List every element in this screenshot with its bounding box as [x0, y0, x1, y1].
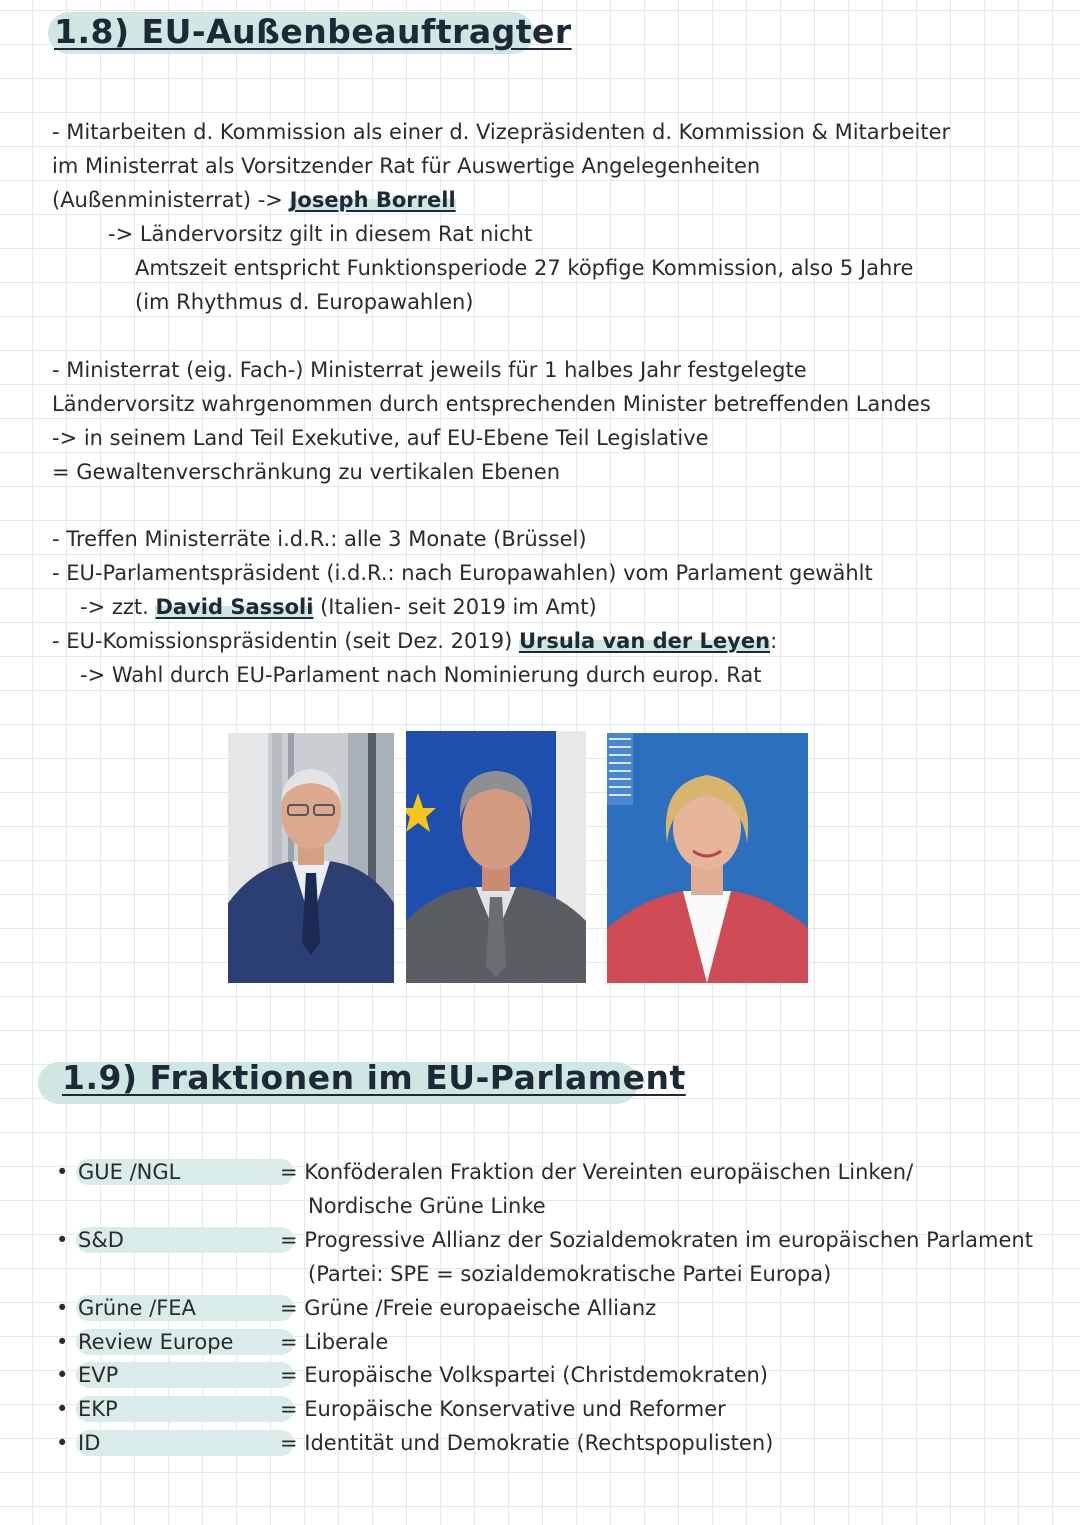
text-line: -> Wahl durch EU-Parlament nach Nominierung durch europ. Rat	[80, 663, 762, 687]
text-line: Ländervorsitz wahrgenommen durch entsprechenden Minister betreffenden Landes	[52, 392, 931, 416]
abbr-highlight	[76, 1430, 294, 1456]
list-item	[56, 1223, 1033, 1286]
party-abbr: ID	[78, 1431, 101, 1455]
text-line	[52, 183, 456, 217]
bullet: •	[56, 1330, 69, 1354]
list-item	[56, 1426, 774, 1460]
photo-von-der-leyen	[607, 733, 808, 983]
party-definition-cont: Nordische Grüne Linke	[308, 1194, 546, 1218]
text-fragment: :	[770, 629, 778, 653]
heading-text: 1.9) Fraktionen im EU-Parlament	[62, 1058, 686, 1097]
text-line: = Gewaltenverschränkung zu vertikalen Ebenen	[52, 460, 561, 484]
heading-text: 1.8) EU-Außenbeauftragter	[54, 12, 572, 51]
list-item	[56, 1358, 768, 1392]
party-abbr: Grüne /FEA	[78, 1296, 196, 1320]
list-item	[56, 1291, 657, 1325]
text-fragment: (Italien- seit 2019 im Amt)	[313, 595, 597, 619]
party-definition: = Progressive Allianz der Sozialdemokraten im europäischen Parlament	[280, 1228, 1033, 1252]
text-line	[80, 590, 597, 624]
list-item	[56, 1155, 914, 1218]
section-heading-1-9	[38, 1058, 686, 1097]
party-abbr: GUE /NGL	[78, 1160, 181, 1184]
photo-borrell	[228, 733, 394, 983]
party-abbr: EKP	[78, 1397, 118, 1421]
text-line: im Ministerrat als Vorsitzender Rat für Auswertige Angelegenheiten	[52, 154, 761, 178]
text-line: - Mitarbeiten d. Kommission als einer d. Vizepräsidenten d. Kommission & Mitarbeiter	[52, 120, 951, 144]
text-line: -> in seinem Land Teil Exekutive, auf EU-Ebene Teil Legislative	[52, 426, 709, 450]
text-line: - Ministerrat (eig. Fach-) Ministerrat jeweils für 1 halbes Jahr festgelegte	[52, 358, 807, 382]
text-line: - EU-Parlamentspräsident (i.d.R.: nach Europawahlen) vom Parlament gewählt	[52, 561, 873, 585]
text-line	[52, 624, 777, 658]
text-line: -> Ländervorsitz gilt in diesem Rat nicht	[108, 222, 533, 246]
list-item	[56, 1392, 726, 1426]
party-definition: = Liberale	[280, 1330, 389, 1354]
party-abbr: Review Europe	[78, 1330, 234, 1354]
party-abbr: EVP	[78, 1363, 119, 1387]
photo-sassoli	[406, 731, 586, 983]
section-heading-1-8	[40, 12, 572, 51]
bullet: •	[56, 1431, 69, 1455]
person-name-sassoli: David Sassoli	[155, 595, 314, 619]
bullet: •	[56, 1363, 69, 1387]
party-definition-cont: (Partei: SPE = sozialdemokratische Partei Europa)	[308, 1262, 832, 1286]
text-fragment: -> zzt.	[80, 595, 156, 619]
text-fragment: - EU-Komissionspräsidentin (seit Dez. 2019)	[52, 629, 519, 653]
bullet: •	[56, 1296, 69, 1320]
party-definition: = Europäische Volkspartei (Christdemokraten)	[280, 1363, 768, 1387]
party-definition: = Europäische Konservative und Reformer	[280, 1397, 726, 1421]
party-definition: = Identität und Demokratie (Rechtspopulisten)	[280, 1431, 774, 1455]
party-abbr: S&D	[78, 1228, 124, 1252]
party-definition: = Konföderalen Fraktion der Vereinten europäischen Linken/	[280, 1160, 914, 1184]
person-name-borrell: Joseph Borrell	[289, 188, 456, 212]
person-name-von-der-leyen: Ursula van der Leyen	[518, 629, 771, 653]
text-line: (im Rhythmus d. Europawahlen)	[135, 290, 474, 314]
party-definition: = Grüne /Freie europaeische Allianz	[280, 1296, 657, 1320]
bullet: •	[56, 1397, 69, 1421]
text-line: - Treffen Ministerräte i.d.R.: alle 3 Monate (Brüssel)	[52, 527, 587, 551]
text-fragment: (Außenministerrat) ->	[52, 188, 290, 212]
bullet: •	[56, 1228, 69, 1252]
bullet: •	[56, 1160, 69, 1184]
text-line: Amtszeit entspricht Funktionsperiode 27 köpfige Kommission, also 5 Jahre	[135, 256, 914, 280]
list-item	[56, 1325, 389, 1359]
